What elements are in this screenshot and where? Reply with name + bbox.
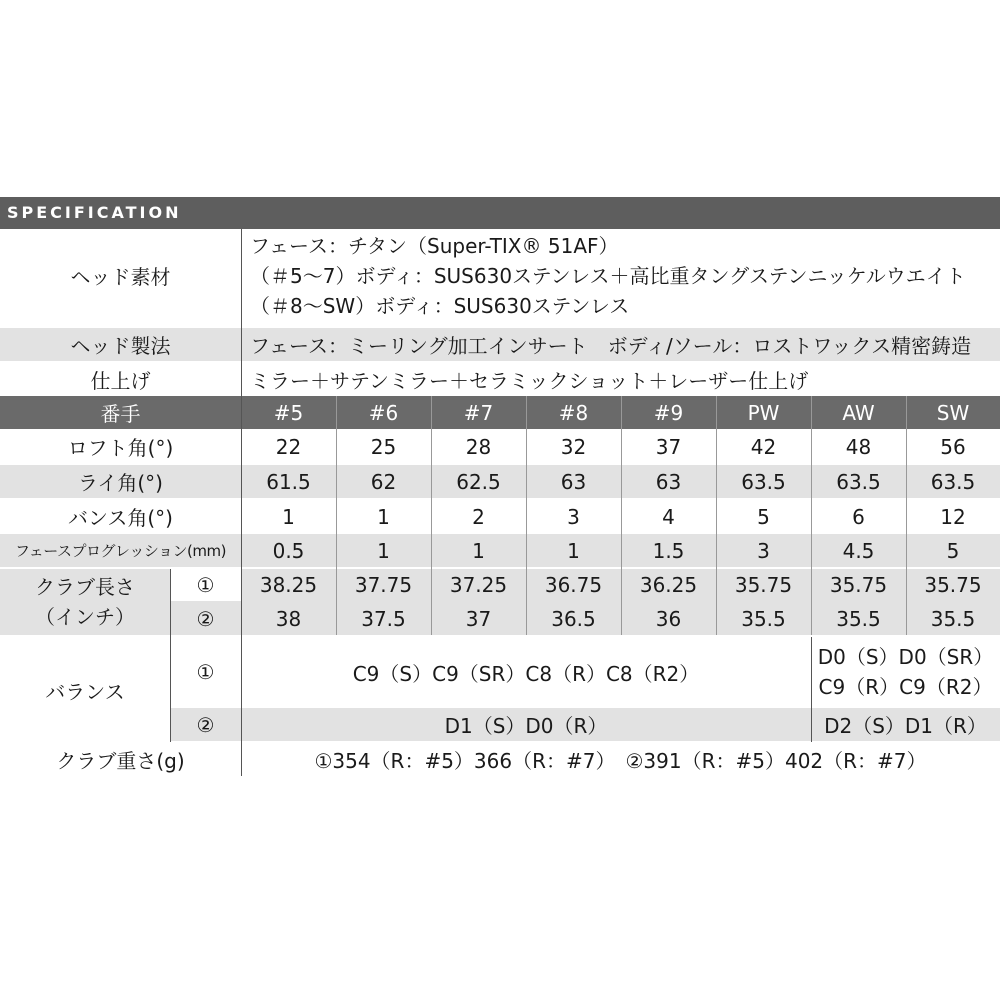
loft-value: 22 [275, 434, 302, 459]
number-label: 番手 [100, 402, 141, 426]
progression-value: 1 [472, 538, 485, 563]
head-method-value: フェース：ミーリング加工インサート ボディ/ソール：ロストワックス精密鋳造 [250, 334, 972, 358]
club-weight-label: クラブ重さ(g) [56, 749, 185, 773]
number-8: #8 [558, 400, 589, 425]
progression-value: 5 [946, 538, 960, 563]
finish-label: 仕上げ [90, 368, 151, 393]
bounce-value: 4 [662, 504, 675, 529]
length-value: 35.75 [924, 573, 982, 597]
bounce-value: 5 [757, 504, 770, 529]
loft-value: 32 [560, 434, 587, 459]
bounce-value: 3 [567, 504, 580, 529]
number-9: #9 [653, 400, 684, 425]
length-value: 36.75 [544, 573, 603, 597]
progression-value: 3 [757, 538, 770, 563]
row-finish [0, 363, 1000, 395]
length-value: 38 [275, 606, 302, 631]
bounce-value: 12 [940, 504, 966, 529]
number-5: #5 [273, 400, 304, 425]
head-material-line-2: （＃5〜7）ボディ：SUS630ステンレス＋高比重タングステンニッケルウエイト [250, 263, 966, 288]
lie-value: 63.5 [930, 469, 976, 494]
bounce-value: 6 [852, 504, 865, 529]
loft-value: 48 [845, 434, 872, 459]
row-lie [0, 465, 1000, 498]
length-value: 37.75 [354, 573, 413, 597]
length-value: 35.5 [741, 606, 786, 631]
loft-value: 56 [940, 434, 966, 459]
divider-col [811, 396, 812, 635]
loft-label: ロフト角(°) [67, 436, 174, 460]
length-value: 35.5 [836, 606, 881, 631]
number-7: #7 [463, 400, 494, 425]
loft-value: 42 [750, 434, 777, 459]
bounce-value: 1 [377, 504, 390, 529]
length-sub-2: ② [196, 606, 215, 631]
row-head-method [0, 328, 1000, 361]
club-weight-value: ①354（R：#5）366（R：#7） ②391（R：#5）402（R：#7） [314, 749, 927, 773]
divider-col [336, 396, 337, 635]
length-value: 36.25 [639, 573, 698, 597]
club-length-label-line-1: クラブ長さ [35, 575, 135, 599]
face-progression-label: フェースプログレッション(mm) [15, 542, 226, 560]
bounce-value: 2 [472, 504, 485, 529]
finish-value: ミラー＋サテンミラー＋セラミックショット＋レーザー仕上げ [250, 368, 809, 393]
lie-value: 61.5 [266, 469, 311, 494]
head-material-line-1: フェース：チタン（Super-TIX® 51AF） [250, 233, 619, 258]
row-bounce [0, 500, 1000, 533]
bounce-label: バンス角(°) [67, 506, 173, 530]
row-head-material [0, 229, 1000, 322]
balance-row1-right [811, 637, 1000, 707]
progression-value: 1 [567, 538, 580, 563]
row-balance-1 [0, 637, 1000, 707]
divider-col [716, 396, 717, 635]
loft-value: 25 [370, 434, 397, 459]
lie-value: 62.5 [456, 469, 501, 494]
balance-row1-right-line-2: C9（R）C9（R2） [818, 675, 993, 699]
row-balance-2 [170, 708, 1000, 741]
head-method-label: ヘッド製法 [70, 334, 171, 358]
length-value: 36.5 [551, 606, 596, 631]
divider-col [431, 396, 432, 635]
number-6: #6 [368, 400, 399, 425]
number-pw: PW [747, 400, 780, 425]
row-club-weight [0, 743, 1000, 776]
number-aw: AW [842, 400, 875, 425]
club-length-label-line-2: （インチ） [35, 605, 135, 629]
progression-value: 1 [377, 538, 390, 563]
divider-sub-column [170, 569, 171, 742]
divider-balance-column [811, 637, 812, 742]
balance-label: バランス [45, 680, 125, 704]
divider-col [906, 396, 907, 635]
divider-label-column [241, 229, 242, 776]
loft-value: 28 [465, 434, 492, 459]
length-value: 35.75 [829, 573, 888, 597]
head-material-values [250, 229, 1000, 322]
length-value: 37.25 [449, 573, 508, 597]
row-club-length-1 [0, 569, 1000, 601]
length-sub-1: ① [170, 569, 241, 601]
spec-title: SPECIFICATION [0, 197, 1000, 229]
balance-sub-2: ② [196, 712, 215, 737]
length-value: 35.75 [734, 573, 793, 597]
length-value: 38.25 [259, 573, 318, 597]
lie-value: 62 [370, 469, 397, 494]
balance-sub-1: ① [196, 660, 215, 684]
length-value: 37 [465, 606, 492, 631]
lie-value: 63.5 [741, 469, 786, 494]
loft-value: 37 [655, 434, 682, 459]
row-number [0, 396, 1000, 429]
progression-value: 1.5 [652, 538, 685, 563]
number-sw: SW [936, 400, 970, 425]
lie-value: 63.5 [836, 469, 881, 494]
balance-row2-right: D2（S）D1（R） [824, 714, 987, 738]
length-value: 37.5 [361, 606, 406, 631]
head-material-label: ヘッド素材 [70, 265, 171, 289]
balance-row1-right-line-1: D0（S）D0（SR） [817, 645, 994, 669]
length-value: 35.5 [930, 606, 976, 631]
lie-label: ライ角(°) [77, 471, 163, 495]
lie-value: 63 [655, 469, 682, 494]
row-loft [0, 430, 1000, 463]
head-material-line-3: （＃8〜SW）ボディ：SUS630ステンレス [250, 293, 630, 318]
balance-row2-main: D1（S）D0（R） [444, 714, 608, 738]
specification-table [0, 197, 1000, 777]
row-club-length-2 [0, 602, 1000, 635]
length-value: 36 [655, 606, 682, 631]
bounce-value: 1 [282, 504, 295, 529]
progression-value: 0.5 [272, 538, 305, 563]
progression-value: 4.5 [842, 538, 875, 563]
divider-col [621, 396, 622, 635]
balance-row1-main: C9（S）C9（SR）C8（R）C8（R2） [352, 661, 700, 686]
row-face-progression [0, 534, 1000, 567]
divider-col [526, 396, 527, 635]
lie-value: 63 [560, 469, 587, 494]
